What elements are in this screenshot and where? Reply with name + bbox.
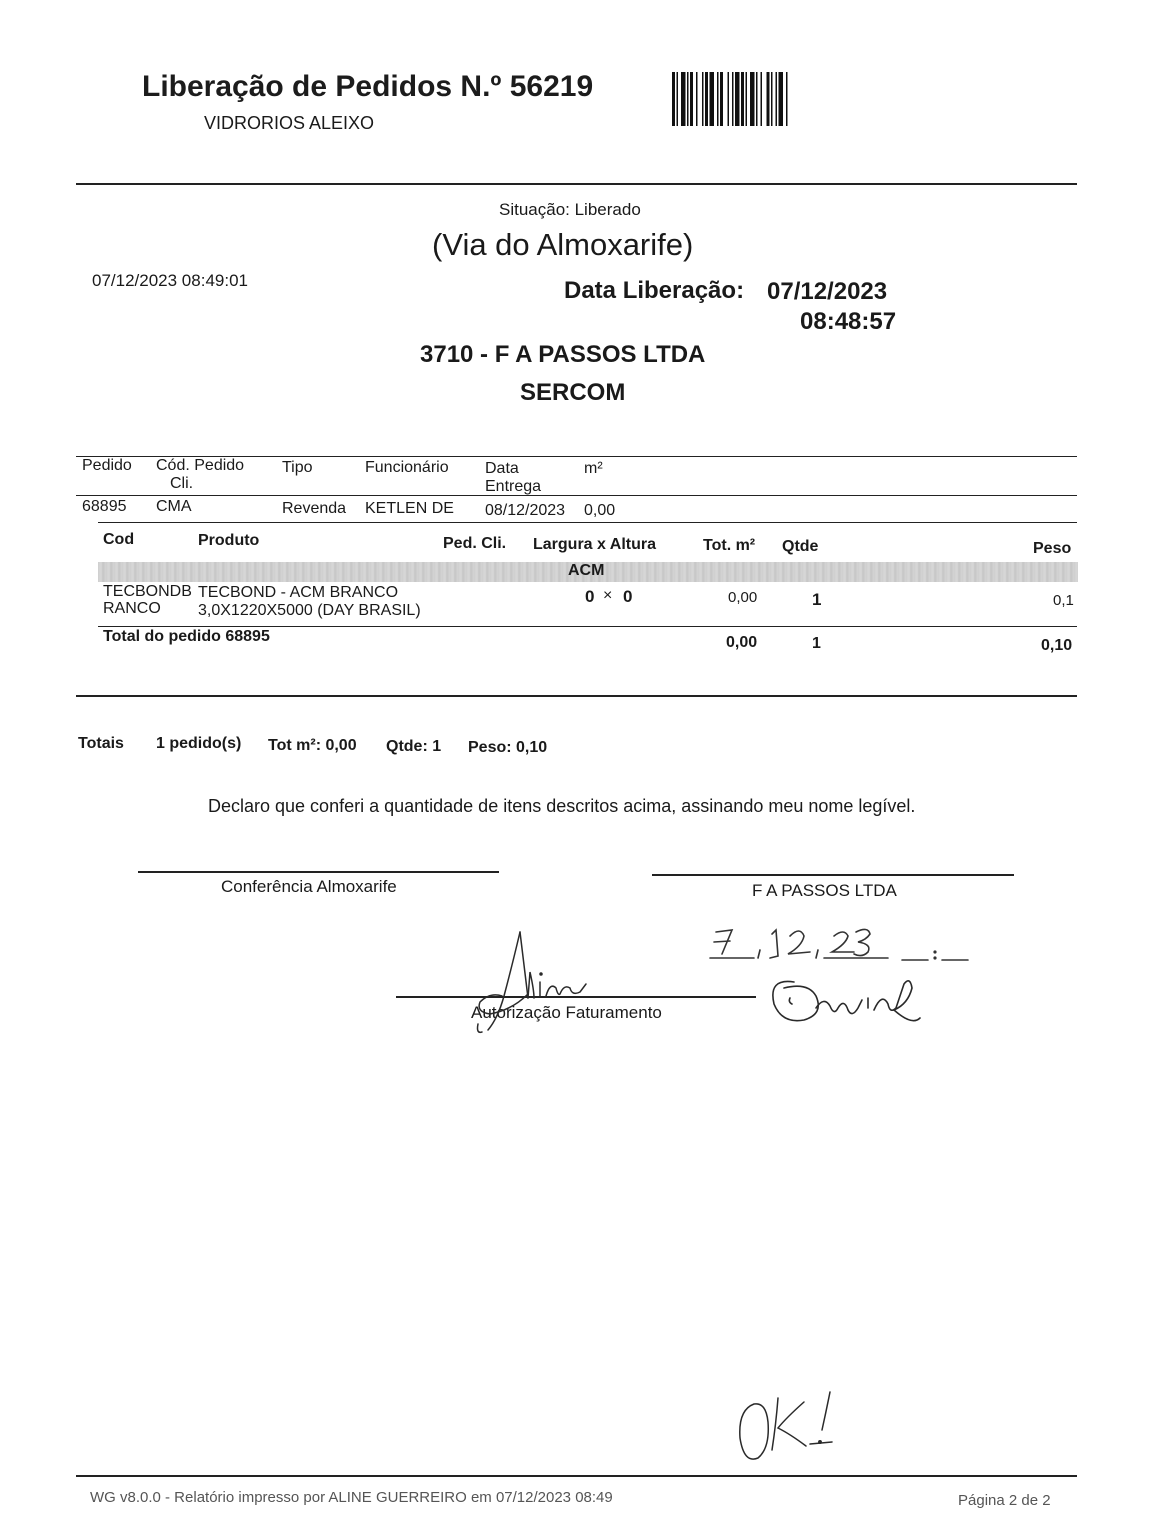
col-header-funcionario: Funcionário <box>365 459 449 476</box>
handwritten-signature-aline <box>468 926 598 1036</box>
company-name: VIDRORIOS ALEIXO <box>204 113 375 133</box>
item-col-header-cod: Cod <box>103 531 135 548</box>
item-produto-line1: TECBOND - ACM BRANCO <box>198 584 399 601</box>
totals-pedidos: 1 pedido(s) <box>156 735 242 752</box>
signature-label-autorizacao: Autorização Faturamento <box>471 1003 662 1022</box>
release-time: 08:48:57 <box>800 308 897 335</box>
table-bottom-rule <box>76 695 1077 697</box>
item-altura: 0 <box>623 587 633 606</box>
signature-label-conferencia: Conferência Almoxarife <box>221 877 397 896</box>
signature-label-client: F A PASSOS LTDA <box>752 881 897 900</box>
group-label: ACM <box>568 562 605 579</box>
order-total-m2: 0,00 <box>726 634 758 651</box>
footer-print-info: WG v8.0.0 - Relatório impresso por ALINE GUERREIRO em 07/12/2023 08:49 <box>90 1489 613 1506</box>
order-total-qtde: 1 <box>812 635 821 652</box>
totals-m2: Tot m²: 0,00 <box>268 737 357 754</box>
col-header-cod-pedido-cli: Cód. Pedido <box>156 457 245 474</box>
signature-line-conferencia <box>138 871 499 873</box>
order-total-label: Total do pedido 68895 <box>103 628 270 645</box>
item-col-header-largura-altura: Largura x Altura <box>533 536 656 553</box>
col-header-data-entrega: Data <box>485 460 519 477</box>
order-funcionario: KETLEN DE <box>365 500 454 517</box>
copy-designation: (Via do Almoxarife) <box>432 227 694 262</box>
item-col-header-qtde: Qtde <box>782 538 819 555</box>
handwritten-signature-daniel <box>764 968 924 1034</box>
col-header-data-entrega-2: Entrega <box>485 478 542 495</box>
order-m2: 0,00 <box>584 502 616 519</box>
order-data-entrega: 08/12/2023 <box>485 502 566 519</box>
order-pedido: 68895 <box>82 498 127 515</box>
footer-divider <box>76 1475 1077 1477</box>
totals-peso: Peso: 0,10 <box>468 739 548 756</box>
barcode <box>672 72 848 126</box>
print-datetime: 07/12/2023 08:49:01 <box>92 271 248 290</box>
release-date-label: Data Liberação: <box>564 277 745 304</box>
totals-qtde: Qtde: 1 <box>386 738 442 755</box>
order-table-header-rule <box>76 495 1077 496</box>
item-largura: 0 <box>585 587 595 606</box>
items-table-top-rule <box>98 522 1077 523</box>
handwritten-date <box>706 918 976 968</box>
item-cod-line2: RANCO <box>103 600 161 617</box>
col-header-m2: m² <box>584 460 603 477</box>
document-title: Liberação de Pedidos N.º 56219 <box>142 70 594 103</box>
order-tipo: Revenda <box>282 500 347 517</box>
status-text: Situação: Liberado <box>499 200 641 219</box>
item-col-header-produto: Produto <box>198 532 260 549</box>
item-qtde: 1 <box>812 590 822 609</box>
handwritten-note-ok <box>734 1388 844 1468</box>
item-peso: 0,1 <box>1053 592 1074 609</box>
page-number: Página 2 de 2 <box>958 1492 1051 1509</box>
order-total-peso: 0,10 <box>1041 637 1073 654</box>
item-produto-line2: 3,0X1220X5000 (DAY BRASIL) <box>198 602 421 619</box>
client-name: 3710 - F A PASSOS LTDA <box>420 341 706 368</box>
item-col-header-tot-m2: Tot. m² <box>703 537 756 554</box>
item-tot-m2: 0,00 <box>728 589 758 606</box>
declaration-text: Declaro que conferi a quantidade de itens descritos acima, assinando meu nome legível. <box>208 796 916 816</box>
seller-name: SERCOM <box>520 379 626 406</box>
col-header-tipo: Tipo <box>282 459 313 476</box>
signature-line-client <box>652 874 1014 876</box>
item-col-header-ped-cli: Ped. Cli. <box>443 535 507 552</box>
col-header-cod-pedido-cli-2: Cli. <box>170 475 194 492</box>
col-header-pedido: Pedido <box>82 457 132 474</box>
item-times: × <box>603 587 613 604</box>
item-cod-line1: TECBONDB <box>103 583 192 600</box>
order-cod-pedido-cli: CMA <box>156 498 192 515</box>
items-total-rule <box>98 626 1077 627</box>
item-col-header-peso: Peso <box>1033 540 1072 557</box>
header-divider <box>76 183 1077 185</box>
totals-label: Totais <box>78 735 124 752</box>
release-date: 07/12/2023 <box>767 278 888 305</box>
